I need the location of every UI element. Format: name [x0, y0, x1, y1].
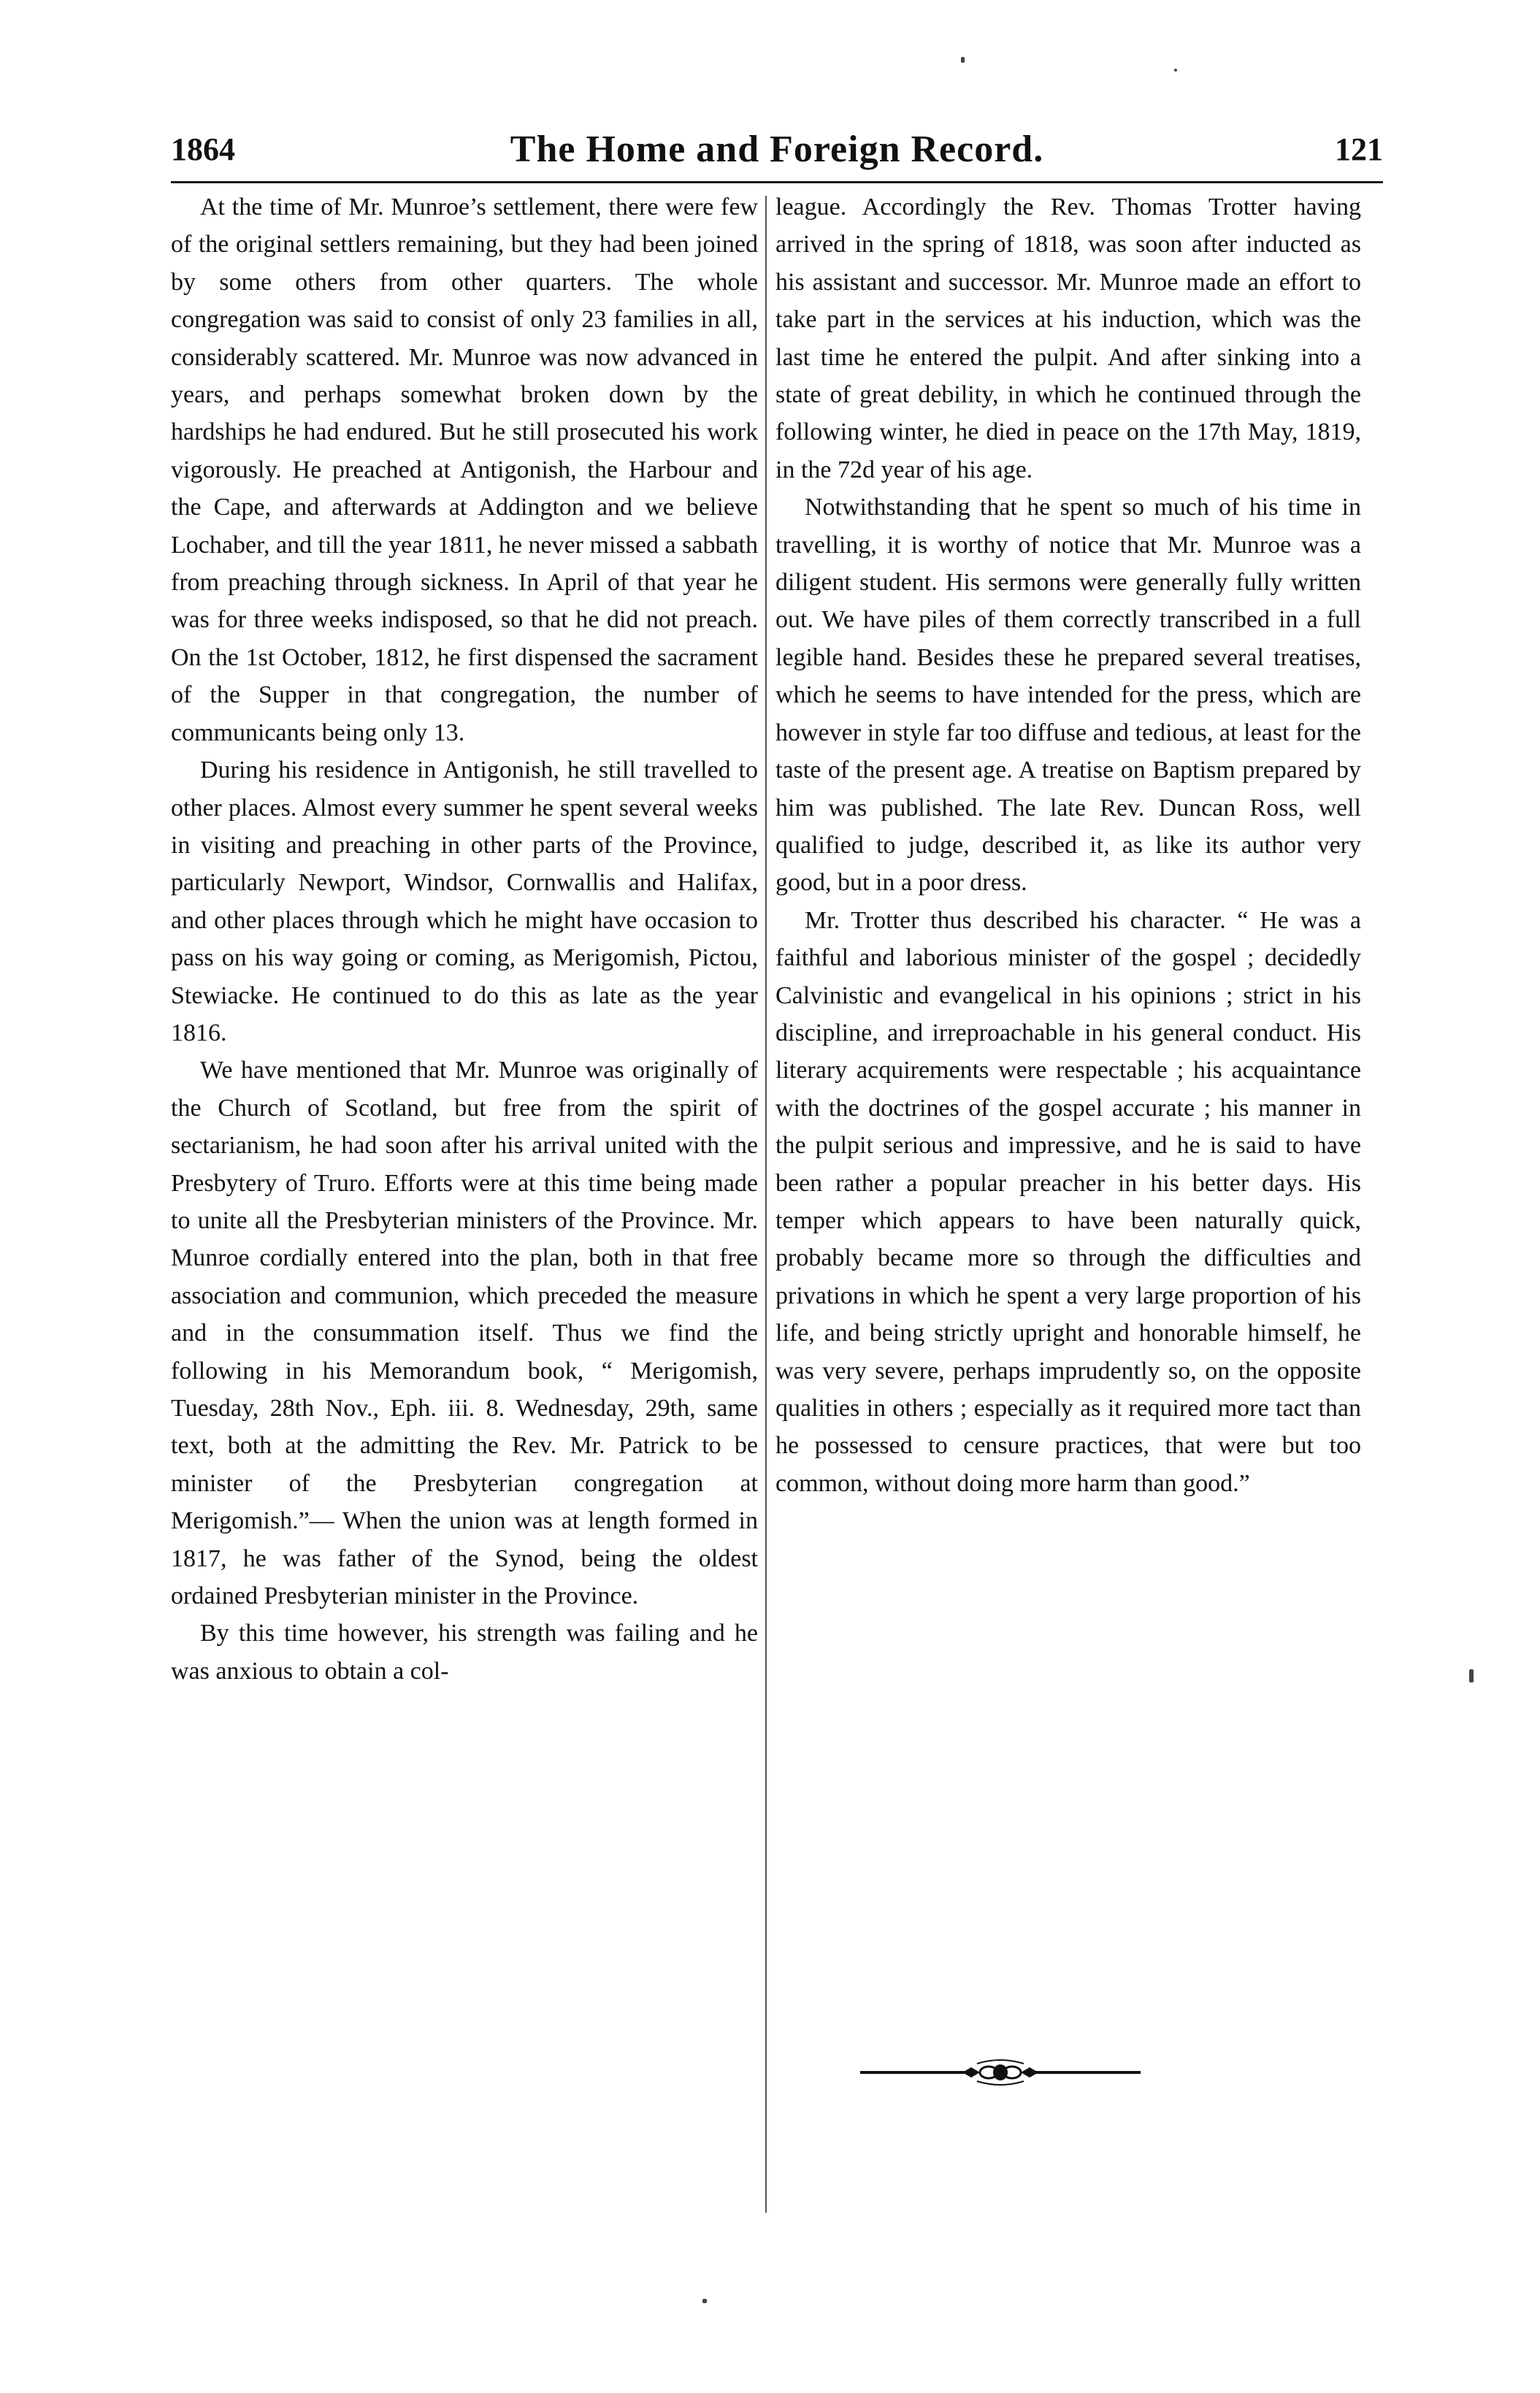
column-divider: [765, 196, 767, 2213]
left-paragraph-3: We have mentioned that Mr. Munroe was originally of the Church of Scotland, but free from the spirit of sectarianism, he had soon after his arrival united with the Presbytery of Truro. Efforts were at this time being made to unite all the Presbyterian ministers of the Province. Mr. Munroe cordially entered into the plan, both in that free association and communion, which preceded the measure and in the consummation itself. Thus we find the following in his Memorandum book, “ Merigomish, Tuesday, 28th Nov., Eph. iii. 8. Wednesday, 29th, same text, both at the admitting the Rev. Mr. Patrick to be minister of the Presbyterian congregation at Merigomish.”— When the union was at length formed in 1817, he was father of the Synod, being the oldest ordained Presbyterian minister in the Province.: [171, 1057, 758, 1610]
right-paragraph-1: league. Accordingly the Rev. Thomas Trotter having arrived in the spring of 1818, was soon after inducted as his assistant and successor. Mr. Munroe made an effort to take part in the services at his induction, which was the last time he entered the pulpit. And after sinking into a state of great debility, in which he continued through the following winter, he died in peace on the 17th May, 1819, in the 72d year of his age.: [775, 194, 1361, 483]
left-paragraph-4: By this time however, his strength was failing and he was anxious to obtain a col-: [171, 1620, 758, 1685]
page-header: [171, 124, 1383, 175]
left-paragraph-2: During his residence in Antigonish, he still travelled to other places. Almost every summer he spent several weeks in visiting and preaching in other parts of the Province, particularly Newport, Windsor, Cornwallis and Halifax, and other places through which he might have occasion to pass on his way going or coming, as Merigomish, Pictou, Stewiacke. He continued to do this as late as the year 1816.: [171, 757, 758, 1046]
ornament-flourish-icon: [860, 2058, 1141, 2087]
header-year: 1864: [171, 131, 235, 167]
left-paragraph-1: At the time of Mr. Munroe’s settlement, there were few of the original settlers remaining, but they had been joined by some others from other quarters. The whole congregation was said to consist of only 23 families in all, considerably scattered. Mr. Munroe was now advanced in years, and perhaps somewhat broken down by the hardships he had endured. But he still prosecuted his work vigorously. He preached at Antigonish, the Harbour and the Cape, and afterwards at Addington and we believe Lochaber, and till the year 1811, he never missed a sabbath from preaching through sickness. In April of that year he was for three weeks indisposed, so that he did not preach. On the 1st October, 1812, he first dispensed the sacrament of the Supper in that congregation, the number of communicants being only 13.: [171, 194, 758, 746]
header-rule: [171, 181, 1383, 183]
print-speck: [1174, 69, 1177, 72]
print-speck: [1469, 1669, 1474, 1682]
right-column: [775, 188, 1361, 1502]
header-page-number: 121: [1335, 131, 1383, 167]
left-column: [171, 188, 758, 1690]
right-paragraph-3: Mr. Trotter thus described his character. “ He was a faithful and laborious minister of the gospel ; decidedly Calvinistic and evangelical in his opinions ; strict in his discipline, and irreproachable in his general conduct. His literary acquirements were respectable ; his acquaintance with the doctrines of the gospel accurate ; his manner in the pulpit serious and impressive, and he is said to have been rather a popular preacher in his better days. His temper which appears to have been naturally quick, probably became more so through the difficulties and privations in which he spent a very large proportion of his life, and being strictly upright and honorable himself, he was very severe, perhaps imprudently so, on the opposite qualities in others ; especially as it required more tact than he possessed to censure practices, that were but too common, without doing more harm than good.”: [775, 906, 1361, 1497]
print-speck: [961, 57, 965, 63]
print-speck: [702, 2299, 707, 2303]
right-paragraph-2: Notwithstanding that he spent so much of his time in travelling, it is worthy of notice that Mr. Munroe was a diligent student. His sermons were generally fully written out. We have piles of them correctly transcribed in a full legible hand. Besides these he prepared several treatises, which he seems to have intended for the press, which are however in style far too diffuse and tedious, at least for the taste of the present age. A treatise on Baptism prepared by him was published. The late Rev. Duncan Ross, well qualified to judge, described it, as like its author very good, but in a poor dress.: [775, 494, 1361, 897]
section-end-ornament: [860, 2058, 1141, 2087]
header-title: The Home and Foreign Record.: [510, 129, 1044, 170]
